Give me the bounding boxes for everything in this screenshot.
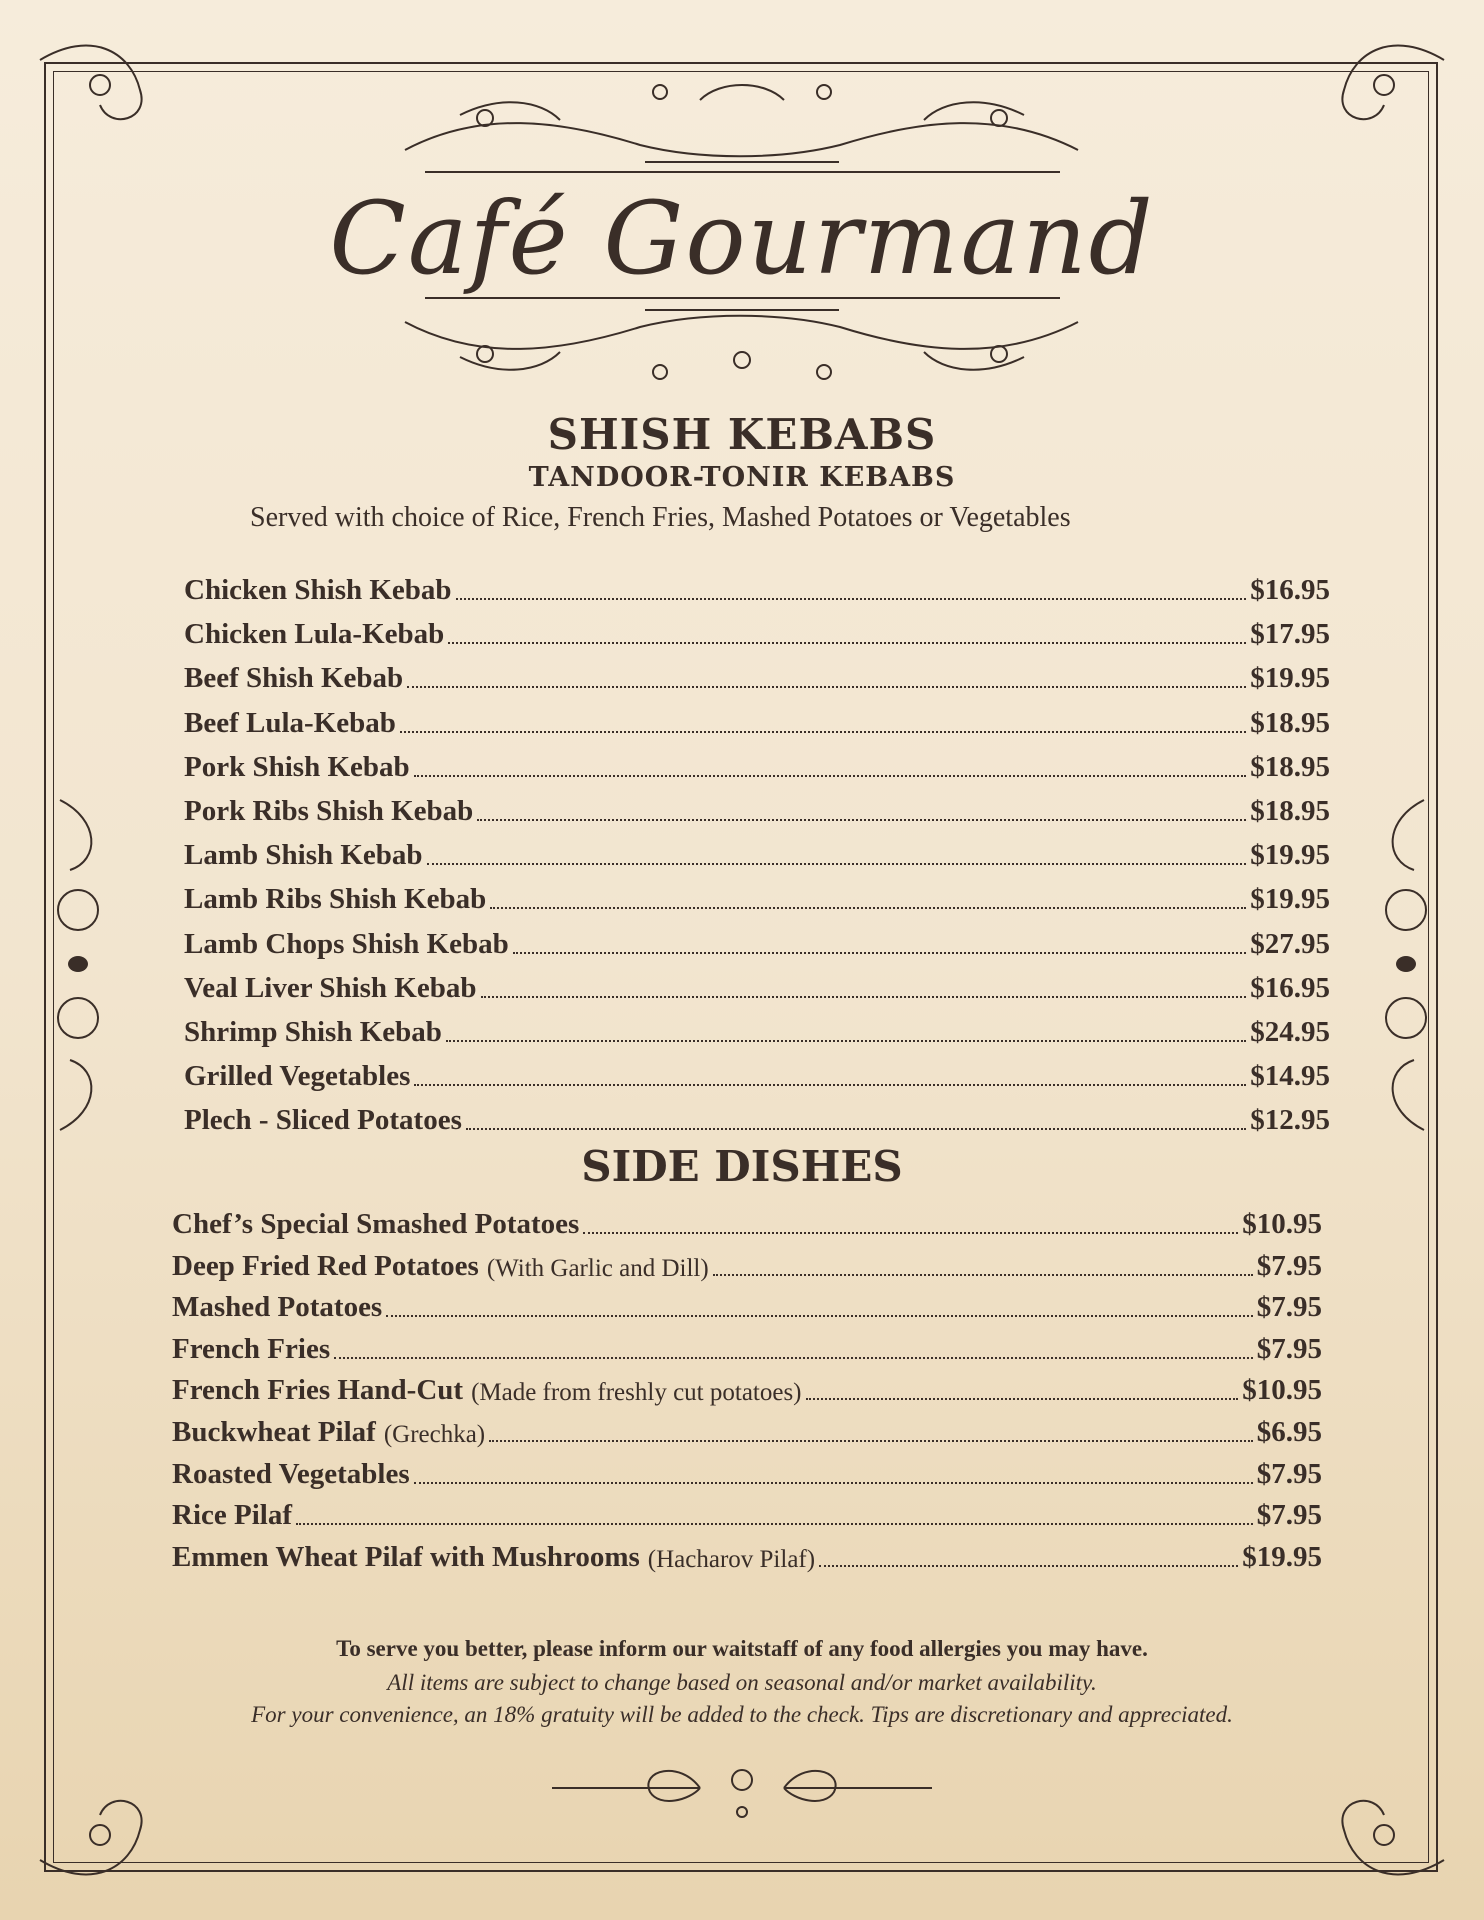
menu-item-price: $6.95 xyxy=(1256,1416,1322,1448)
section-note: Served with choice of Rice, French Fries, Mashed Potatoes or Vegetables xyxy=(250,502,1071,533)
menu-item-note: (Hacharov Pilaf) xyxy=(647,1545,816,1573)
dot-leader xyxy=(466,1128,1246,1130)
dot-leader xyxy=(489,1440,1253,1442)
menu-item-name: Chef’s Special Smashed Potatoes xyxy=(172,1208,580,1240)
menu-item-row xyxy=(172,1333,1322,1366)
menu-item-name: Buckwheat Pilaf xyxy=(172,1416,376,1448)
menu-item-row xyxy=(184,972,1330,1005)
menu-item-name: Grilled Vegetables xyxy=(184,1060,411,1093)
menu-item-row xyxy=(184,574,1330,607)
menu-item-name: Lamb Chops Shish Kebab xyxy=(184,927,509,960)
inner-border xyxy=(53,71,1429,1863)
menu-item-price: $16.95 xyxy=(1250,574,1330,606)
menu-item-name: Lamb Ribs Shish Kebab xyxy=(184,883,487,916)
dot-leader xyxy=(407,686,1246,688)
menu-item-price: $16.95 xyxy=(1250,971,1330,1004)
menu-item-price: $27.95 xyxy=(1250,927,1330,960)
section-title-side-dishes: SIDE DISHES xyxy=(581,1142,903,1191)
menu-item-price: $10.95 xyxy=(1242,1208,1322,1240)
menu-item-price: $14.95 xyxy=(1250,1060,1330,1093)
menu-item-name: Deep Fried Red Potatoes xyxy=(172,1249,479,1282)
menu-item-row xyxy=(184,1104,1330,1137)
dot-leader xyxy=(414,1482,1253,1484)
menu-item-row xyxy=(184,883,1330,916)
menu-item-price: $19.95 xyxy=(1250,883,1330,916)
menu-item-price: $10.95 xyxy=(1242,1374,1322,1407)
menu-item-name: Shrimp Shish Kebab xyxy=(184,1016,442,1048)
dot-leader xyxy=(296,1523,1253,1525)
menu-item-row xyxy=(184,751,1330,784)
menu-item-row xyxy=(172,1208,1322,1241)
menu-item-row xyxy=(172,1499,1322,1532)
menu-item-row xyxy=(184,1060,1330,1093)
availability-notice: All items are subject to change based on seasonal and/or market availability. xyxy=(387,1670,1097,1695)
dot-leader xyxy=(400,731,1246,733)
dot-leader xyxy=(806,1398,1239,1400)
menu-item-price: $7.95 xyxy=(1256,1457,1322,1490)
dot-leader xyxy=(414,775,1247,777)
allergy-notice: To serve you better, please inform our waitstaff of any food allergies you may have. xyxy=(336,1636,1148,1661)
menu-item-row xyxy=(184,928,1330,961)
menu-item-name: Lamb Shish Kebab xyxy=(184,839,423,872)
menu-item-name: Mashed Potatoes xyxy=(172,1291,383,1324)
gratuity-notice: For your convenience, an 18% gratuity will be added to the check. Tips are discretionary and appreciated. xyxy=(251,1702,1233,1727)
menu-item-name: Beef Shish Kebab xyxy=(184,662,404,695)
menu-item-row xyxy=(172,1541,1322,1574)
menu-item-row xyxy=(184,707,1330,740)
menu-item-price: $7.95 xyxy=(1256,1249,1322,1282)
dot-leader xyxy=(414,1084,1246,1086)
menu-item-price: $17.95 xyxy=(1250,618,1330,651)
menu-item-name: Emmen Wheat Pilaf with Mushrooms xyxy=(172,1540,640,1573)
menu-item-row xyxy=(184,795,1330,828)
menu-item-row xyxy=(172,1458,1322,1491)
section-subtitle: TANDOOR-TONIR KEBABS xyxy=(528,462,956,493)
section-title-shish-kebabs: SHISH KEBABS xyxy=(547,410,937,459)
menu-item-name: Veal Liver Shish Kebab xyxy=(184,971,477,1004)
dot-leader xyxy=(448,642,1246,644)
cafe-logo: Café Gourmand xyxy=(329,180,1155,297)
menu-item-row xyxy=(184,662,1330,695)
dot-leader xyxy=(819,1565,1238,1567)
menu-item-price: $19.95 xyxy=(1242,1540,1322,1573)
menu-item-name: Plech - Sliced Potatoes xyxy=(184,1104,462,1137)
dot-leader xyxy=(456,598,1247,600)
menu-item-price: $7.95 xyxy=(1256,1291,1322,1324)
dot-leader xyxy=(713,1274,1253,1276)
menu-item-row xyxy=(172,1374,1322,1407)
menu-item-name: Chicken Lula-Kebab xyxy=(184,618,445,651)
dot-leader xyxy=(513,952,1246,954)
menu-item-price: $18.95 xyxy=(1250,795,1330,827)
dot-leader xyxy=(334,1357,1253,1359)
dot-leader xyxy=(583,1232,1238,1234)
menu-item-name: French Fries Hand-Cut xyxy=(172,1374,464,1407)
menu-item-name: Roasted Vegetables xyxy=(172,1457,410,1490)
menu-item-row xyxy=(172,1250,1322,1283)
menu-item-row xyxy=(172,1416,1322,1449)
menu-item-name: Pork Ribs Shish Kebab xyxy=(184,795,474,827)
menu-item-price: $7.95 xyxy=(1256,1332,1322,1365)
menu-item-price: $12.95 xyxy=(1250,1104,1330,1137)
menu-item-name: French Fries xyxy=(172,1332,331,1365)
menu-item-row xyxy=(184,839,1330,872)
dot-leader xyxy=(386,1315,1253,1317)
menu-item-row xyxy=(184,1016,1330,1049)
menu-item-name: Pork Shish Kebab xyxy=(184,750,410,783)
menu-item-price: $18.95 xyxy=(1250,706,1330,739)
menu-item-name: Rice Pilaf xyxy=(172,1499,292,1532)
dot-leader xyxy=(477,819,1246,821)
menu-item-note: (With Garlic and Dill) xyxy=(486,1254,709,1282)
menu-item-note: (Grechka) xyxy=(383,1421,486,1448)
menu-item-price: $19.95 xyxy=(1250,662,1330,695)
dot-leader xyxy=(427,863,1247,865)
menu-item-row xyxy=(184,618,1330,651)
menu-item-price: $7.95 xyxy=(1256,1499,1322,1532)
menu-item-name: Beef Lula-Kebab xyxy=(184,706,396,739)
menu-item-note: (Made from freshly cut potatoes) xyxy=(471,1379,802,1407)
menu-item-name: Chicken Shish Kebab xyxy=(184,574,452,606)
menu-item-price: $24.95 xyxy=(1250,1016,1330,1048)
dot-leader xyxy=(481,996,1247,998)
menu-item-price: $18.95 xyxy=(1250,750,1330,783)
menu-item-price: $19.95 xyxy=(1250,839,1330,872)
dot-leader xyxy=(490,907,1246,909)
menu-item-row xyxy=(172,1291,1322,1324)
dot-leader xyxy=(446,1040,1246,1042)
